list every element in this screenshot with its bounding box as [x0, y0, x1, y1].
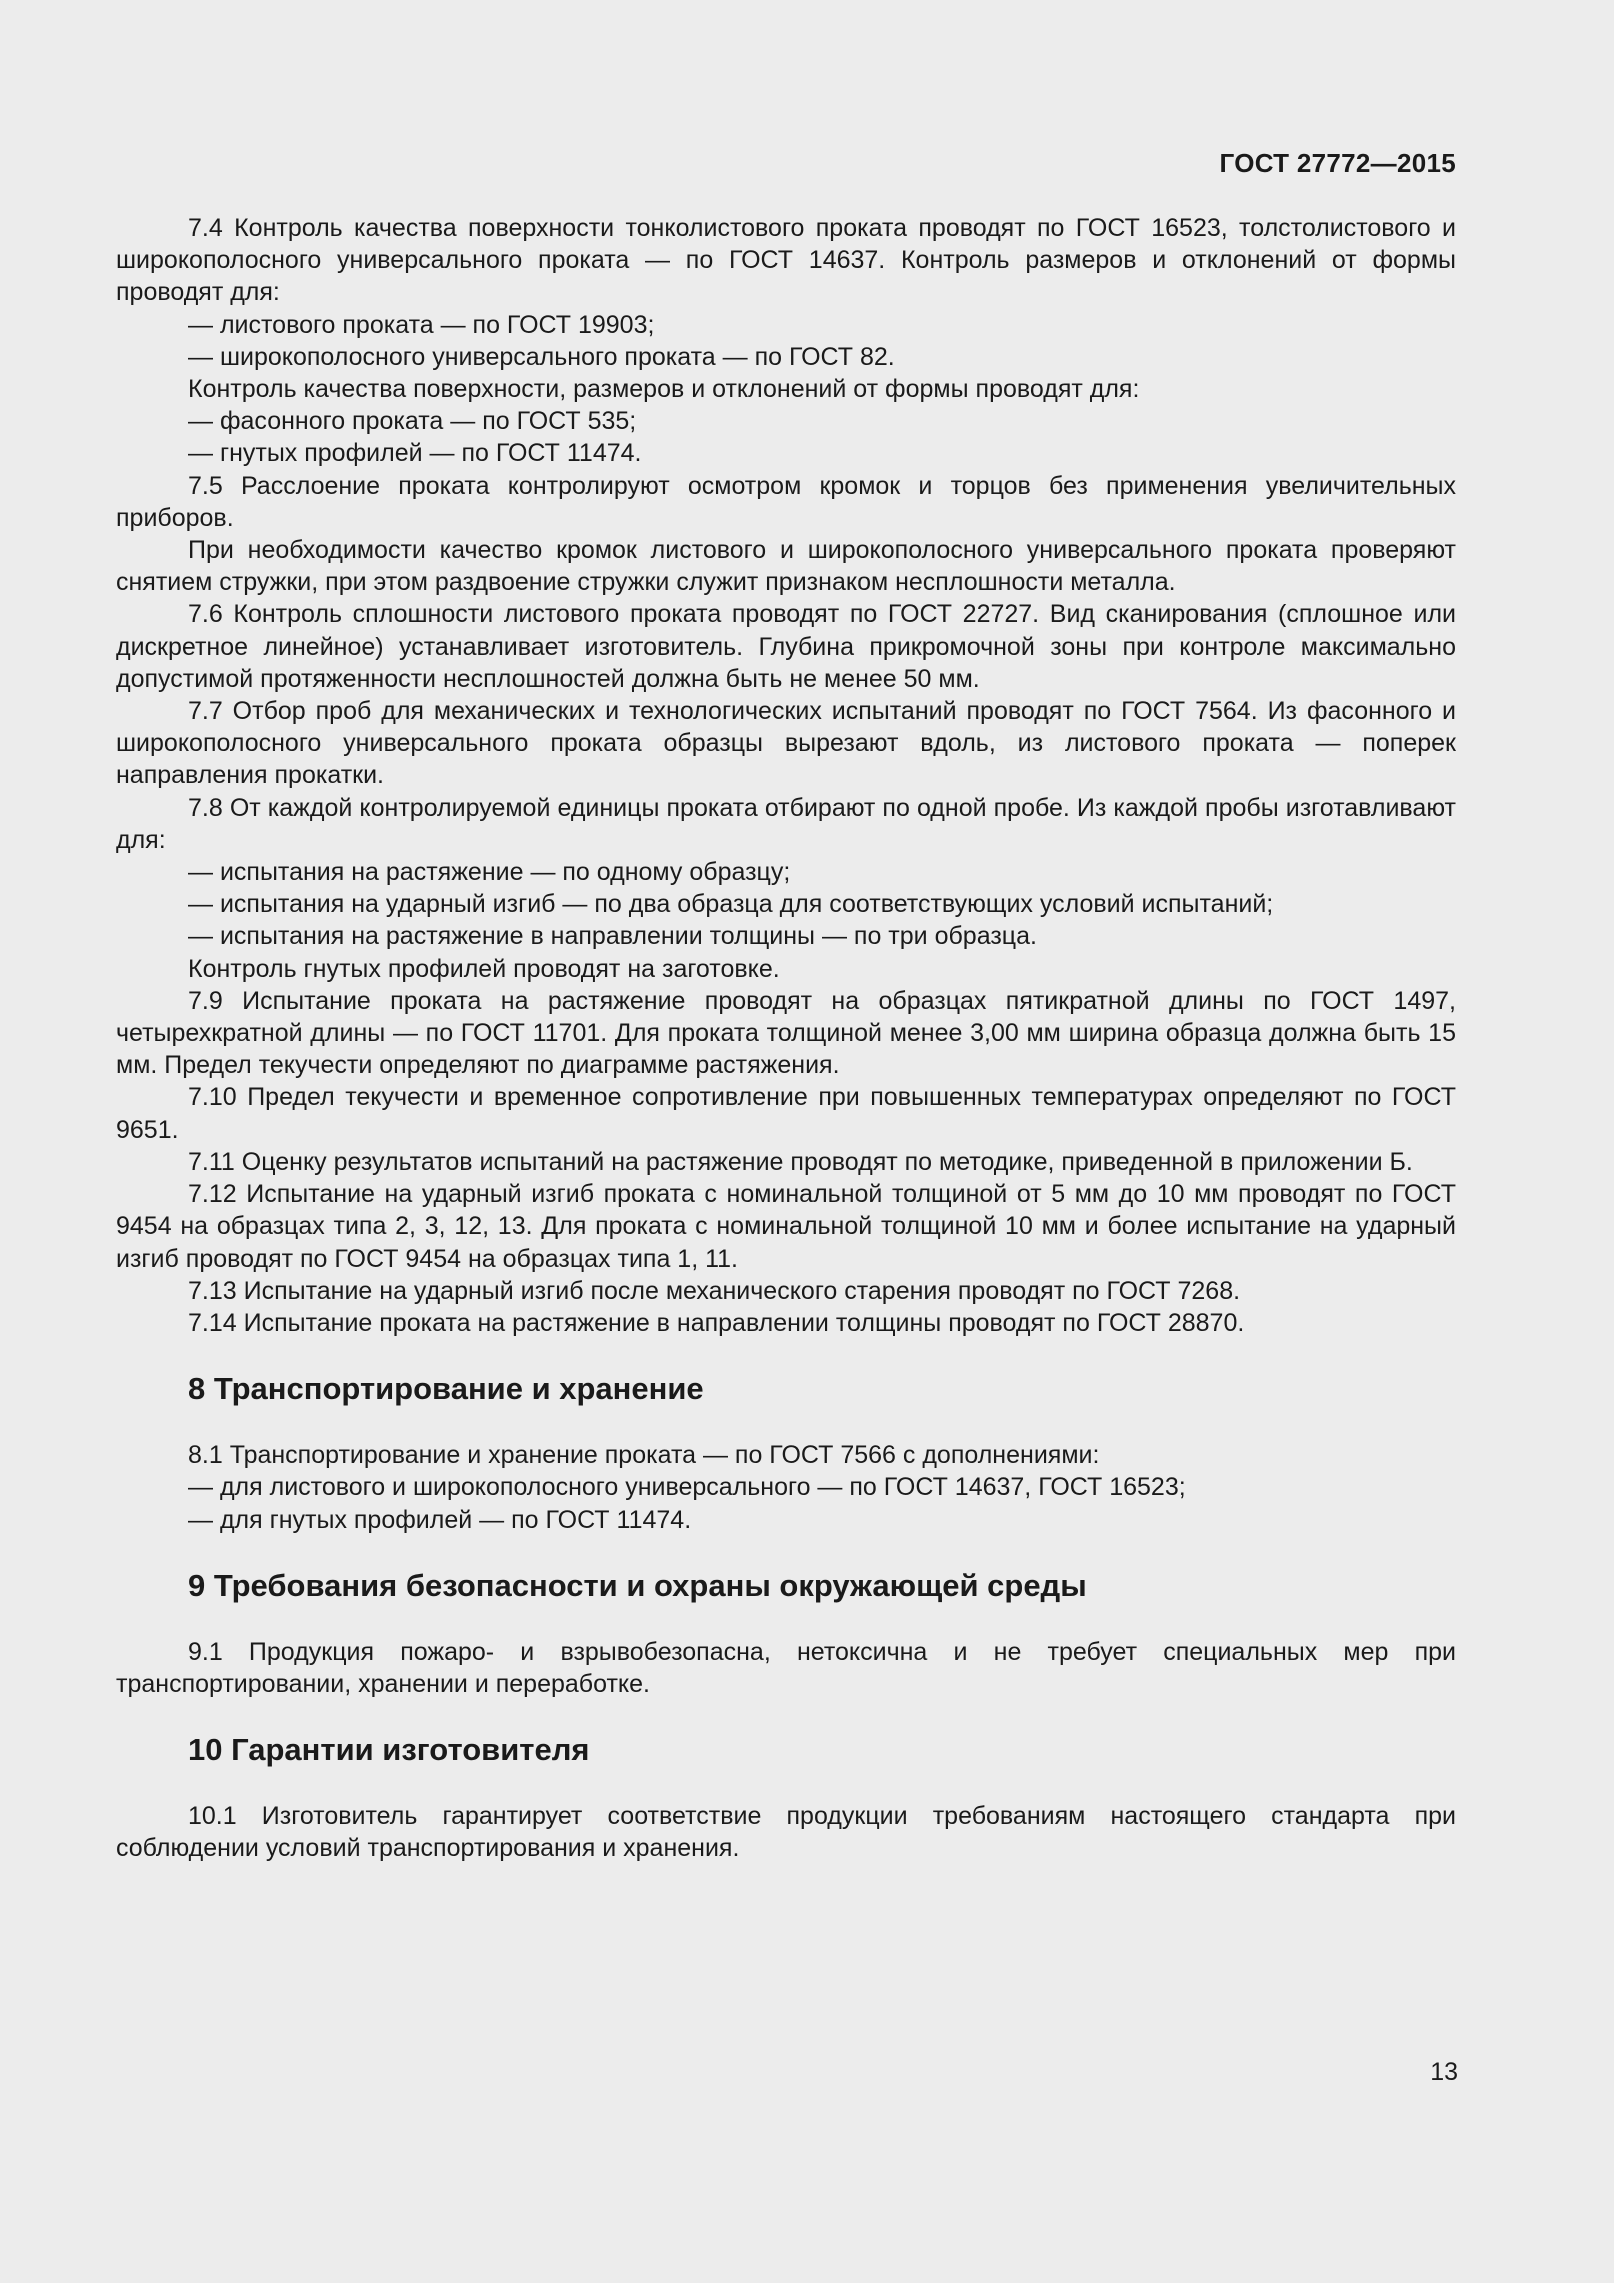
paragraph-7-11: 7.11 Оценку результатов испытаний на растяжение проводят по методике, приведенной в приложении Б.	[188, 1147, 1413, 1176]
section-heading-9: 9 Требования безопасности и охраны окружающей среды	[188, 1567, 1087, 1603]
list-item: — для листового и широкополосного универсального — по ГОСТ 14637, ГОСТ 16523;	[188, 1473, 1186, 1502]
paragraph-7-4: 7.4 Контроль качества поверхности тонколистового проката проводят по ГОСТ 16523, толстолистового и широкополосного универсального проката — по ГОСТ 14637. Контроль размеров и отклонений от формы проводят для:	[116, 214, 1456, 307]
section-heading-8: 8 Транспортирование и хранение	[188, 1371, 704, 1407]
paragraph-7-6: 7.6 Контроль сплошности листового проката проводят по ГОСТ 22727. Вид сканирования (сплошное или дискретное линейное) устанавливает изготовитель. Глубина прикромочной зоны при контроле максимально допустимой протяженности несплошностей должна быть не менее 50 мм.	[116, 600, 1456, 693]
list-item: — для гнутых профилей — по ГОСТ 11474.	[188, 1505, 692, 1534]
paragraph-8-1: 8.1 Транспортирование и хранение проката — по ГОСТ 7566 с дополнениями:	[188, 1441, 1100, 1470]
page-number: 13	[1430, 2058, 1458, 2086]
paragraph-7-5: 7.5 Расслоение проката контролируют осмотром кромок и торцов без применения увеличительных приборов.	[116, 471, 1456, 532]
paragraph-7-14: 7.14 Испытание проката на растяжение в направлении толщины проводят по ГОСТ 28870.	[188, 1308, 1245, 1337]
section-heading-10: 10 Гарантии изготовителя	[188, 1732, 590, 1768]
paragraph-7-12: 7.12 Испытание на ударный изгиб проката с номинальной толщиной от 5 мм до 10 мм проводят по ГОСТ 9454 на образцах типа 2, 3, 12, 13. Для проката с номинальной толщиной 10 мм и более испытание на ударный изгиб проводят по ГОСТ 9454 на образцах типа 1, 11.	[116, 1180, 1456, 1273]
paragraph-7-9: 7.9 Испытание проката на растяжение проводят на образцах пятикратной длины по ГОСТ 1497, четырехкратной длины — по ГОСТ 11701. Для проката толщиной менее 3,00 мм ширина образца должна быть 15 мм. Предел текучести определяют по диаграмме растяжения.	[116, 986, 1456, 1080]
document-code: ГОСТ 27772—2015	[1219, 148, 1456, 178]
list-item: — листового проката — по ГОСТ 19903;	[188, 310, 655, 339]
paragraph-7-5-b: При необходимости качество кромок листового и широкополосного универсального проката проверяют снятием стружки, при этом раздвоение стружки служит признаком несплошности металла.	[116, 536, 1456, 597]
paragraph-9-1: 9.1 Продукция пожаро- и взрывобезопасна, нетоксична и не требует специальных мер при транспортировании, хранении и переработке.	[116, 1637, 1456, 1698]
list-item: — испытания на ударный изгиб — по два образца для соответствующих условий испытаний;	[188, 890, 1274, 919]
paragraph-10-1: 10.1 Изготовитель гарантирует соответствие продукции требованиям настоящего стандарта при соблюдении условий транспортирования и хранения.	[116, 1802, 1456, 1863]
paragraph-7-10: 7.10 Предел текучести и временное сопротивление при повышенных температурах определяют по ГОСТ 9651.	[116, 1083, 1456, 1144]
paragraph-7-4-b: Контроль качества поверхности, размеров и отклонений от формы проводят для:	[188, 375, 1140, 404]
paragraph-7-8: 7.8 От каждой контролируемой единицы проката отбирают по одной пробе. Из каждой пробы изготавливают для:	[116, 793, 1456, 854]
document-body	[116, 212, 1456, 1865]
list-item: — гнутых профилей — по ГОСТ 11474.	[188, 439, 642, 468]
list-item: — широкополосного универсального проката — по ГОСТ 82.	[188, 342, 895, 371]
paragraph-7-7: 7.7 Отбор проб для механических и технологических испытаний проводят по ГОСТ 7564. Из фасонного и широкополосного универсального проката образцы вырезают вдоль, из листового проката — поперек направления прокатки.	[116, 697, 1456, 790]
list-item: — испытания на растяжение в направлении толщины — по три образца.	[188, 922, 1037, 951]
paragraph-7-8-b: Контроль гнутых профилей проводят на заготовке.	[188, 954, 780, 983]
list-item: — испытания на растяжение — по одному образцу;	[188, 858, 791, 887]
paragraph-7-13: 7.13 Испытание на ударный изгиб после механического старения проводят по ГОСТ 7268.	[188, 1276, 1241, 1305]
list-item: — фасонного проката — по ГОСТ 535;	[188, 407, 637, 436]
